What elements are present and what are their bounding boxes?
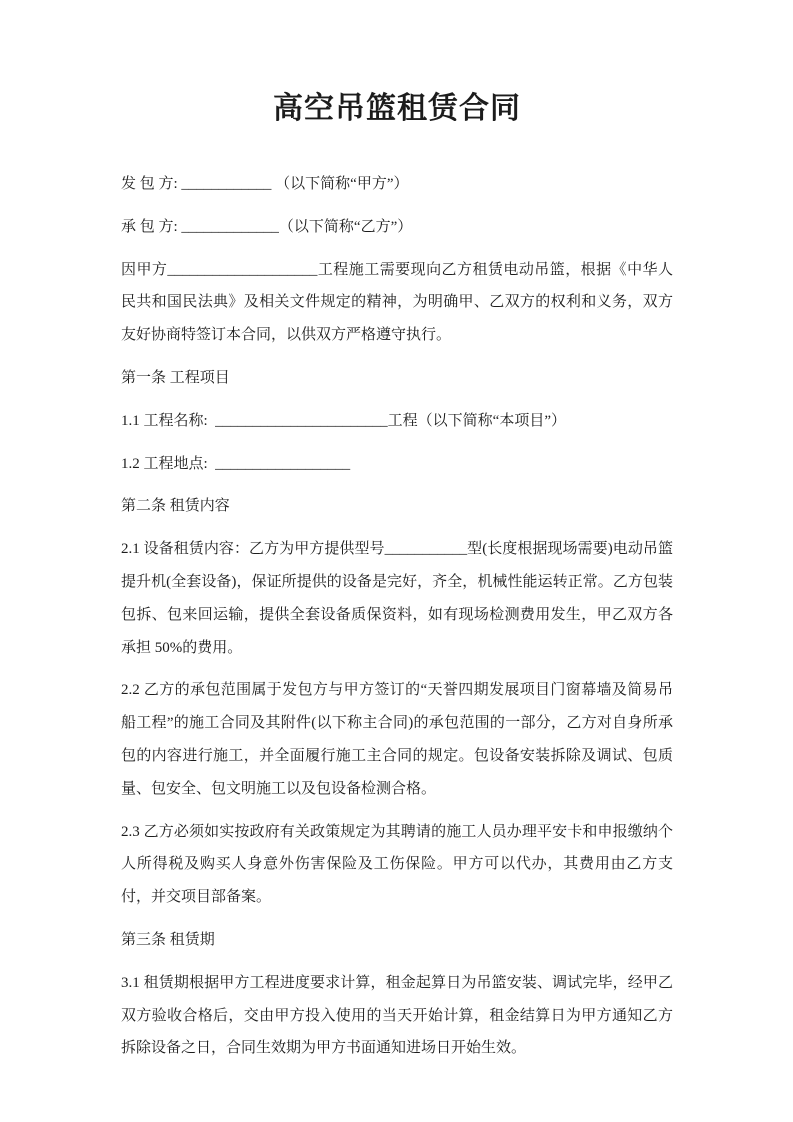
- clause-2-3-insurance-tax: 2.3 乙方必须如实按政府有关政策规定为其聘请的施工人员办理平安卡和申报缴纳个人所得税及购买人身意外伤害保险及工伤保险。甲方可以代办，其费用由乙方支付，并交项目部备案。: [121, 823, 673, 906]
- clause-2-2-contract-scope: 2.2 乙方的承包范围属于发包方与甲方签订的“天誉四期发展项目门窗幕墙及简易吊船工程”的施工合同及其附件(以下称主合同)的承包范围的一部分，乙方对自身所承包的内容进行施工，并全面履行施工主合同的规定。包设备安装拆除及调试、包质量、包安全、包文明施工以及包设备检测合格。: [121, 682, 673, 797]
- clause-3-1-rental-period: 3.1 租赁期根据甲方工程进度要求计算，租金起算日为吊篮安装、调试完毕，经甲乙双方验收合格后，交由甲方投入使用的当天开始计算，租金结算日为甲方通知乙方拆除设备之日，合同生效期为甲方书面通知进场日开始生效。: [121, 974, 673, 1057]
- clause-1-1-project-name: 1.1 工程名称: _______________________工程（以下简称“本项目”）: [121, 412, 566, 429]
- preamble-paragraph: 因甲方____________________工程施工需要现向乙方租赁电动吊篮，根据《中华人民共和国民法典》及相关文件规定的精神，为明确甲、乙双方的权利和义务，双方友好协商特签订本合同，以供双方严格遵守执行。: [121, 261, 673, 344]
- party-b-line: 承 包 方: _____________（以下简称“乙方”）: [121, 218, 413, 235]
- clause-2-1-equipment-rental: 2.1 设备租赁内容：乙方为甲方提供型号___________型(长度根据现场需要)电动吊篮提升机(全套设备)，保证所提供的设备是完好，齐全，机械性能运转正常。乙方包装包拆、包来回运输，提供全套设备质保资料，如有现场检测费用发生，甲乙双方各承担 50%的费用。: [121, 541, 673, 656]
- article-3-heading: 第三条 租赁期: [121, 931, 215, 948]
- article-2-heading: 第二条 租赁内容: [121, 498, 230, 515]
- article-1-heading: 第一条 工程项目: [121, 369, 230, 386]
- contract-title: 高空吊篮租赁合同: [273, 92, 521, 125]
- party-a-line: 发 包 方: ____________ （以下简称“甲方”）: [121, 176, 409, 192]
- clause-1-2-project-location: 1.2 工程地点: __________________: [121, 455, 351, 472]
